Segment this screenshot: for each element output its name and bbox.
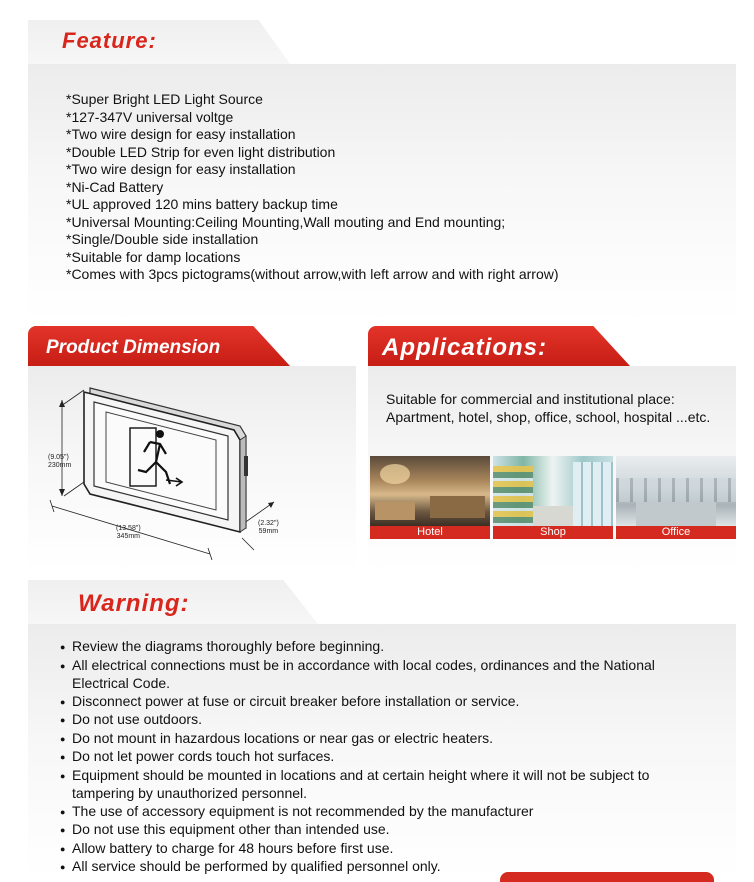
applications-title: Applications: <box>382 334 548 361</box>
feature-list <box>66 91 559 284</box>
feature-item: *Super Bright LED Light Source <box>66 91 263 107</box>
warning-item: ● Do not let power cords touch hot surfaces. <box>60 748 714 767</box>
warning-item: ● Disconnect power at fuse or circuit breaker before installation or service. <box>60 693 714 712</box>
warning-list <box>60 638 714 877</box>
feature-item: *UL approved 120 mins battery backup time <box>66 196 338 212</box>
feature-item: *Two wire design for easy installation <box>66 126 296 142</box>
warning-item: ● All service should be performed by qualified personnel only. <box>60 858 714 877</box>
hotel-label: Hotel <box>370 526 490 539</box>
feature-item: *Double LED Strip for even light distribution <box>66 143 336 160</box>
feature-item: *Universal Mounting:Ceiling Mounting,Wall mouting and End mounting; <box>66 213 506 230</box>
warning-item: ● Do not mount in hazardous locations or near gas or electric heaters. <box>60 730 714 749</box>
feature-title: Feature: <box>62 28 157 53</box>
feature-item: *Comes with 3pcs pictograms(without arrow,with left arrow and with right arrow) <box>66 266 559 282</box>
shop-photo <box>493 456 613 526</box>
applications-text: Suitable for commercial and institutional place: Apartment, hotel, shop, office, school, hospital ...etc. <box>386 391 711 425</box>
warning-item: ● Allow battery to charge for 48 hours before first use. <box>60 840 714 859</box>
next-section-tab <box>500 872 714 882</box>
depth-label: (2.32") 59mm <box>258 520 279 535</box>
feature-item: *Suitable for damp locations <box>66 248 241 265</box>
office-label: Office <box>616 526 736 539</box>
height-label: (9.05") 230mm <box>48 454 72 469</box>
feature-item: *Single/Double side installation <box>66 231 259 247</box>
feature-item: *Ni-Cad Battery <box>66 178 164 195</box>
warning-item: ● The use of accessory equipment is not recommended by the manufacturer <box>60 803 714 822</box>
office-photo <box>616 456 736 526</box>
warning-item: ● All electrical connections must be in accordance with local codes, ordinances and the National Electrical Code. <box>60 657 714 693</box>
warning-item: ● Do not use this equipment other than intended use. <box>60 821 714 840</box>
width-label: (13.58") 345mm <box>116 525 141 540</box>
dimension-title: Product Dimension <box>46 337 221 358</box>
feature-item: *127-347V universal voltge <box>66 108 234 125</box>
shop-label: Shop <box>493 526 613 539</box>
warning-item: ● Review the diagrams thoroughly before beginning. <box>60 638 714 657</box>
hotel-photo <box>370 456 490 526</box>
warning-item: ● Do not use outdoors. <box>60 711 714 730</box>
feature-item: *Two wire design for easy installation <box>66 161 296 177</box>
warning-item: ● Equipment should be mounted in locations and at certain height where it will not be subject to tampering by unauthorized personnel. <box>60 767 697 803</box>
exit-sign-diagram <box>44 378 284 568</box>
warning-title: Warning: <box>78 590 190 617</box>
